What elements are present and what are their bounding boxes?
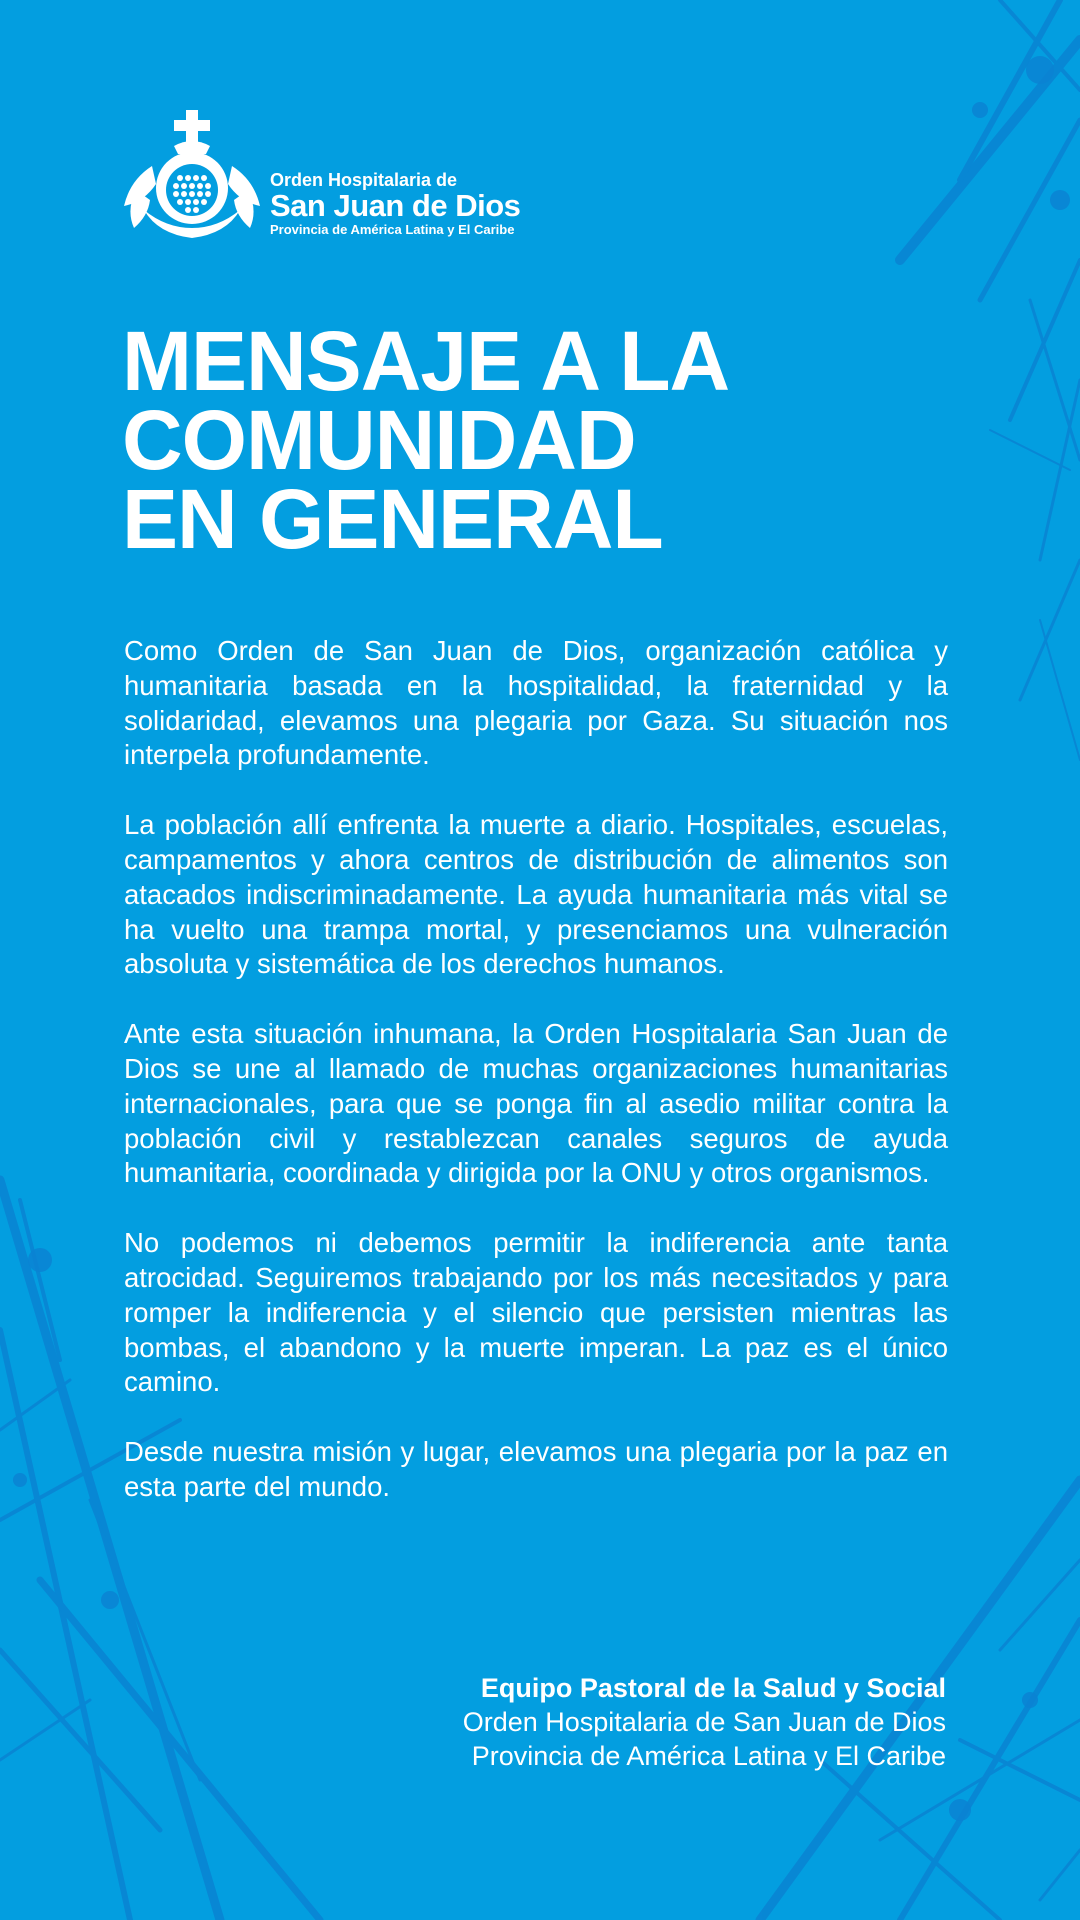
logo-line-province: Provincia de América Latina y El Caribe xyxy=(270,222,515,237)
cross-pomegranate-emblem-icon xyxy=(122,110,262,242)
paragraph-5: Desde nuestra misión y lugar, elevamos una plegaria por la paz en esta parte del mundo. xyxy=(124,1436,948,1502)
message-body xyxy=(124,634,948,1540)
paragraph-3: Ante esta situación inhumana, la Orden Hospitalaria San Juan de Dios se une al llamado de muchas organizaciones humanitarias internacionales, para que se ponga fin al asedio militar contra la población civil y restablezcan canales seguros de ayuda humanitaria, coordinada y dirigida por la ONU y otros organismos. xyxy=(124,1018,948,1189)
paragraph-1: Como Orden de San Juan de Dios, organización católica y humanitaria basada en la hospitalidad, la fraternidad y la solidaridad, elevamos una plegaria por Gaza. Su situación nos interpela profundamente. xyxy=(124,635,948,771)
signature-block xyxy=(246,1671,946,1773)
signature-province: Provincia de América Latina y El Caribe xyxy=(471,1741,946,1771)
logo-line-name: San Juan de Dios xyxy=(270,188,521,223)
paragraph-2: La población allí enfrenta la muerte a diario. Hospitales, escuelas, campamentos y ahora centros de distribución de alimentos son atacados indiscriminadamente. La ayuda humanitaria más vital se ha vuelto una trampa mortal, y presenciamos una vulneración absoluta y sistemática de los derechos humanos. xyxy=(124,809,948,980)
signature-org: Orden Hospitalaria de San Juan de Dios xyxy=(462,1707,946,1737)
paragraph-4: No podemos ni debemos permitir la indiferencia ante tanta atrocidad. Seguiremos trabajando por los más necesitados y para romper la indiferencia y el silencio que persisten mientras las bombas, el abandono y la muerte imperan. La paz es el único camino. xyxy=(124,1227,948,1398)
logo-wordmark xyxy=(270,170,570,238)
page-title-line-1: MENSAJE A LA xyxy=(122,314,730,408)
signature-team: Equipo Pastoral de la Salud y Social xyxy=(480,1673,946,1703)
logo-line-order: Orden Hospitalaria de xyxy=(270,170,458,190)
page-title-line-3: EN GENERAL xyxy=(122,472,663,566)
org-logo xyxy=(122,110,562,242)
page-title xyxy=(122,314,922,566)
page-title-line-2: COMUNIDAD xyxy=(122,393,636,487)
